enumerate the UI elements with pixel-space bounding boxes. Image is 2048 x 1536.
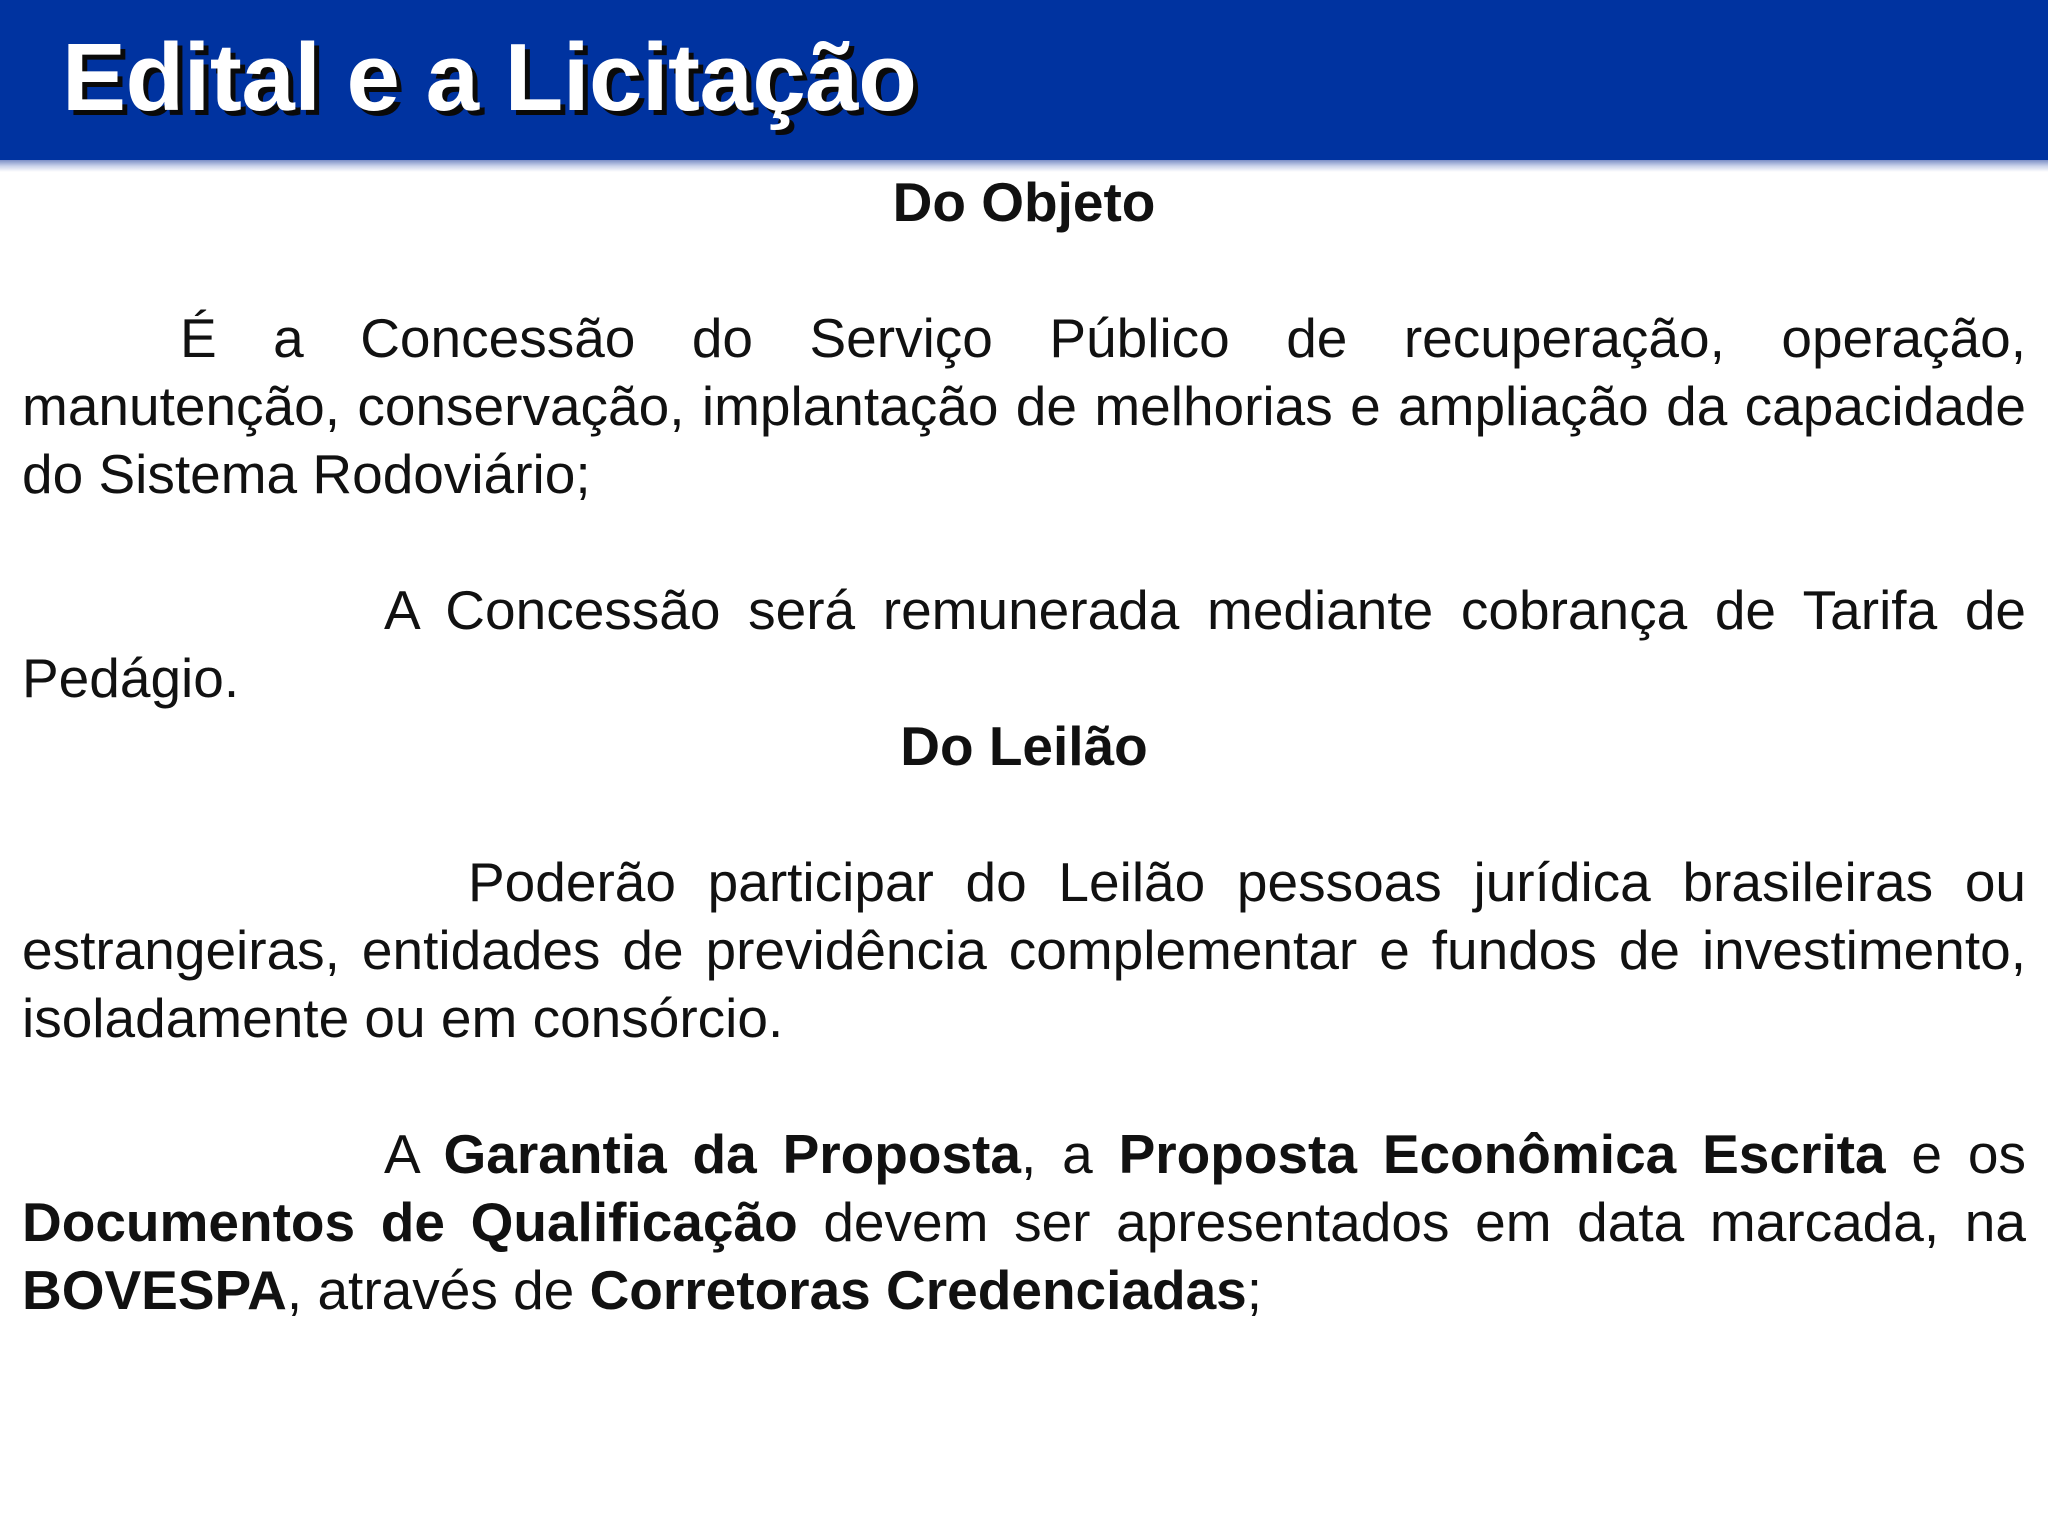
- paragraph-leilao-documents: [22, 1120, 2026, 1324]
- spacer: [22, 780, 2026, 848]
- spacer: [22, 236, 2026, 304]
- text-run: e os: [1885, 1123, 2026, 1185]
- bold-term-documentos: Documentos de Qualificação: [22, 1191, 798, 1253]
- text-run: , a: [1020, 1123, 1119, 1185]
- slide-body: [22, 168, 2026, 1324]
- bold-term-proposta-economica: Proposta Econômica Escrita: [1118, 1123, 1886, 1185]
- paragraph-objeto-definition: É a Concessão do Serviço Público de recuperação, operação, manutenção, conservação, implantação de melhorias e ampliação da capacidade do Sistema Rodoviário;: [22, 307, 2026, 505]
- slide-title: Edital e a Licitação: [62, 24, 917, 131]
- text-run: , através de: [286, 1259, 590, 1321]
- text-run: A: [384, 1123, 444, 1185]
- spacer: [22, 508, 2026, 576]
- text-run: ;: [1246, 1259, 1263, 1321]
- paragraph-objeto-remuneration: A Concessão será remunerada mediante cobrança de Tarifa de Pedágio.: [22, 579, 2026, 709]
- bold-term-garantia: Garantia da Proposta: [443, 1123, 1021, 1185]
- section-heading-leilao: Do Leilão: [900, 715, 1148, 777]
- text-run: devem ser apresentados em data marcada, na: [797, 1191, 2026, 1253]
- paragraph-leilao-participants: Poderão participar do Leilão pessoas jurídica brasileiras ou estrangeiras, entidades de previdência complementar e fundos de investimento, isoladamente ou em consórcio.: [22, 851, 2026, 1049]
- section-heading-objeto: Do Objeto: [892, 171, 1156, 233]
- bold-term-bovespa: BOVESPA: [22, 1259, 287, 1321]
- bold-term-corretoras: Corretoras Credenciadas: [589, 1259, 1247, 1321]
- spacer: [22, 1052, 2026, 1120]
- title-bar: [0, 0, 2048, 160]
